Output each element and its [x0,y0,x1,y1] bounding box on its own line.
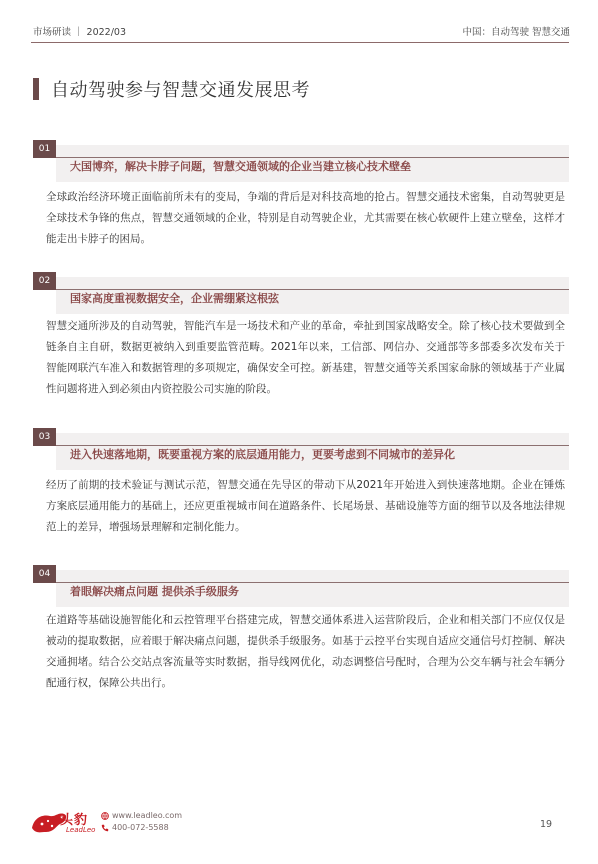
section-title: 国家高度重视数据安全，企业需绷紧这根弦 [70,292,279,305]
section-02 [33,272,569,400]
page-header [0,0,598,46]
report-series-date: 市场研读 ｜ 2022/03 [33,27,127,38]
brand-name-en: LeadLeo [66,826,96,834]
section-heading [33,428,569,470]
section-number: 02 [33,272,56,290]
section-01 [33,140,569,250]
section-body: 在道路等基础设施智能化和云控管理平台搭建完成，智慧交通体系进入运营阶段后，企业和相关部门不应仅仅是被动的提取数据，应着眼于解决痛点问题，提供杀手级服务。如基于云控平台实现自适应交通信号灯控制、解决交通拥堵。结合公交站点客流量等实时数据，指导线网优化，动态调整信号配时，合理为公交车辆与社会车辆分配通行权，保障公共出行。 [46,614,565,689]
page-title: 自动驾驶参与智慧交通发展思考 [51,80,310,101]
section-number: 04 [33,565,56,583]
page-title-block [33,77,310,101]
section-heading [33,140,569,182]
section-title: 着眼解决痛点问题 提供杀手级服务 [70,585,239,598]
header-divider [31,42,569,43]
globe-icon [101,812,109,820]
section-03 [33,428,569,538]
section-body: 经历了前期的技术验证与测试示范，智慧交通在先导区的带动下从2021年开始进入到快速落地期。企业在锤炼方案底层通用能力的基础上，还应更重视城市间在道路条件、长尾场景、基础设施等方面的细节以及各地法律规范上的差异，增强场景理解和定制化能力。 [46,479,565,533]
website-text: www.leadleo.com [112,811,183,820]
section-number: 03 [33,428,56,446]
section-title: 进入快速落地期，既要重视方案的底层通用能力，更要考虑到不同城市的差异化 [70,448,455,461]
section-04 [33,565,569,694]
page-number: 19 [540,819,553,830]
section-title: 大国博弈，解决卡脖子问题，智慧交通领域的企业当建立核心技术壁垒 [70,160,411,173]
report-topic: 中国：自动驾驶 智慧交通 [462,27,570,38]
section-body: 智慧交通所涉及的自动驾驶，智能汽车是一场技术和产业的革命，牵扯到国家战略安全。除了核心技术要做到全链条自主自研，数据更被纳入到重要监管范畴。2021年以来，工信部、网信办、交通部等多部委多次发布关于智能网联汽车准入和数据管理的多项规定，确保安全可控。新基建，智慧交通等关系国家命脉的领域基于产业属性问题将进入到必须由内资控股公司实施的阶段。 [46,320,565,395]
footer-phone[interactable] [101,823,169,832]
section-body: 全球政治经济环境正面临前所未有的变局，争端的背后是对科技高地的抢占。智慧交通技术密集，自动驾驶更是全球技术争锋的焦点，智慧交通领域的企业，特别是自动驾驶企业，尤其需要在核心软硬件上建立壁垒，这样才能走出卡脖子的困局。 [46,191,565,245]
title-accent-bar [33,78,39,100]
section-heading [33,272,569,314]
phone-icon [101,824,109,832]
section-heading [33,565,569,607]
brand-name-cn: 头豹 [60,813,89,828]
footer-website[interactable] [101,811,182,820]
section-number: 01 [33,140,56,158]
phone-text: 400-072-5588 [112,823,169,832]
